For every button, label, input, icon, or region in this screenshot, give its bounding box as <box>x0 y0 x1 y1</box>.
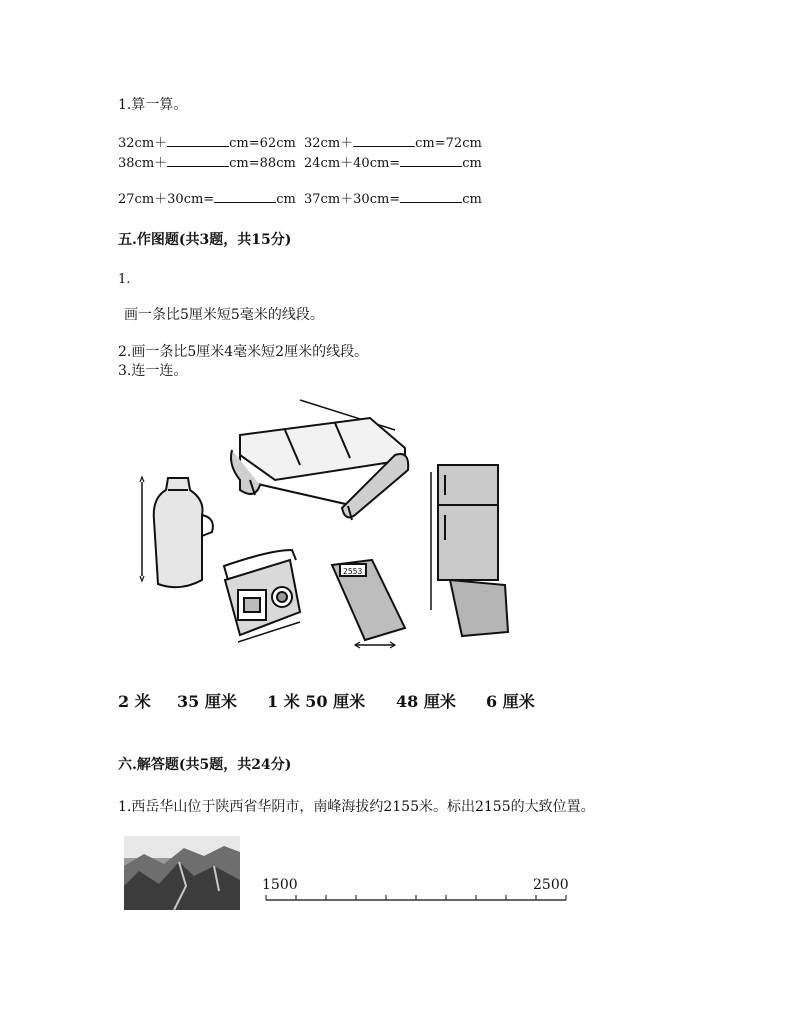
equation-3 <box>118 152 296 171</box>
answer-blank[interactable] <box>353 135 415 147</box>
radio-image <box>224 550 300 642</box>
scale-end-label: 2500 <box>533 877 569 893</box>
equation-1 <box>118 132 296 151</box>
answer-blank[interactable] <box>167 135 229 147</box>
objects-illustration <box>120 390 520 660</box>
question-1-title: 1.算一算。 <box>118 97 188 113</box>
equation-left: 37cm＋30cm= <box>304 192 401 207</box>
answer-blank[interactable] <box>214 191 276 203</box>
equation-right: cm=88cm <box>229 156 296 171</box>
calculator-display-text: 2553 <box>343 567 363 576</box>
unit-option-5: 6 厘米 <box>486 692 535 711</box>
sofa-image <box>231 400 408 520</box>
equation-left: 27cm＋30cm= <box>118 192 215 207</box>
equation-right: cm=72cm <box>415 136 482 151</box>
equation-2 <box>304 132 482 151</box>
scale-start-label: 1500 <box>262 877 298 893</box>
equation-right: cm=62cm <box>229 136 296 151</box>
unit-option-3: 1 米 50 厘米 <box>267 692 366 711</box>
equation-4 <box>304 152 482 171</box>
section-5-q1-number: 1. <box>118 272 131 287</box>
section-5-q2-text: 2.画一条比5厘米4毫米短2厘米的线段。 <box>118 344 369 360</box>
equation-5 <box>118 188 296 207</box>
equation-left: 38cm＋ <box>118 156 168 171</box>
equation-right: cm <box>462 192 482 207</box>
section-6-q1-text: 1.西岳华山位于陕西省华阴市，南峰海拔约2155米。标出2155的大致位置。 <box>118 799 595 815</box>
answer-blank[interactable] <box>400 191 462 203</box>
number-line <box>262 892 570 906</box>
unit-option-4: 48 厘米 <box>396 692 456 711</box>
equation-6 <box>304 188 482 207</box>
unit-option-1: 2 米 <box>118 692 151 711</box>
answer-blank[interactable] <box>400 155 462 167</box>
mountain-photo <box>124 836 240 910</box>
section-5-heading: 五.作图题(共3题，共15分) <box>118 232 292 248</box>
unit-option-2: 35 厘米 <box>177 692 237 711</box>
equation-left: 32cm＋ <box>118 136 168 151</box>
bottle-image <box>140 477 213 587</box>
answer-blank[interactable] <box>167 155 229 167</box>
equation-left: 32cm＋ <box>304 136 354 151</box>
equation-left: 24cm＋40cm= <box>304 156 401 171</box>
section-5-q3-text: 3.连一连。 <box>118 363 188 379</box>
equation-right: cm <box>462 156 482 171</box>
section-6-heading: 六.解答题(共5题，共24分) <box>118 757 292 773</box>
refrigerator-image <box>431 465 508 636</box>
section-5-q1-text: 画一条比5厘米短5毫米的线段。 <box>124 307 324 323</box>
equation-right: cm <box>276 192 296 207</box>
